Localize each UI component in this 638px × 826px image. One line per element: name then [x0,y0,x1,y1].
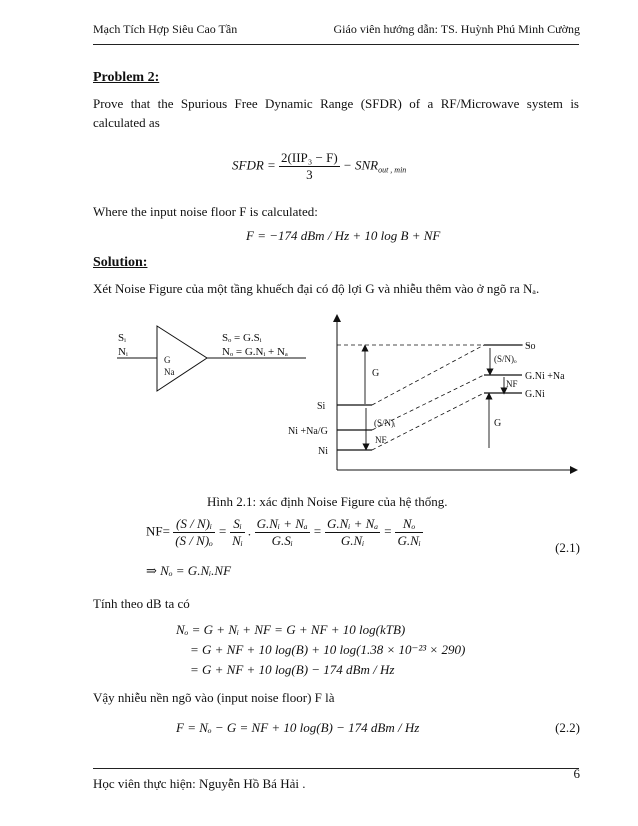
problem-statement: Prove that the Spurious Free Dynamic Range (SFDR) of a RF/Microwave system is calculated as [93,96,579,130]
block-no: Nₒ = G.Nᵢ + Nₐ [222,346,288,358]
amplifier-block [117,326,306,391]
eq21-number: (2.1) [555,540,580,555]
eq21-f2-num: Sᵢ [230,516,245,533]
eq21-f1-num: (S / N)ᵢ [173,516,215,533]
footer-left: Học viên thực hiện: Nguyễn Hồ Bá Hải . [93,776,306,791]
vay-text: Vậy nhiễu nền ngõ vào (input noise floor) F là [93,690,335,705]
chart-so: So [525,341,536,352]
db-line-1: Nₒ = G + Nᵢ + NF = G + NF + 10 log(kTB) [176,622,406,637]
chart-si: Si [317,401,326,412]
eq21-frac2 [230,516,245,549]
chart-nf-right: NF [506,379,518,389]
sfdr-sub: out , min [378,165,407,175]
chart-sn-o: (S/N)ₒ [494,354,517,364]
eq22: F = Nₒ − G = NF + 10 log(B) − 174 dBm / Hz [176,720,420,735]
page-number: 6 [573,766,580,781]
header-right: Giáo viên hướng dẫn: TS. Huỳnh Phú Minh Cường [333,22,580,36]
db-line-2: = G + NF + 10 log(B) + 10 log(1.38 × 10⁻²³ × 290) [190,642,466,657]
solution-title: Solution: [93,255,148,270]
chart-sn-i: (S/N)ᵢ [374,418,396,428]
chart-nf-mid: NF [375,435,387,445]
eq21-frac3 [255,516,310,549]
block-ni: Nᵢ [118,346,128,358]
eq21-frac5 [395,516,422,549]
eq21-f4-den: G.Nᵢ [340,533,365,548]
eq21-f3-den: G.Sᵢ [271,533,293,548]
block-si: Sᵢ [118,332,126,344]
level-chart [288,318,574,470]
eq21-frac1 [173,516,215,549]
problem-title: Problem 2: [93,70,160,85]
block-na: Na [164,367,175,377]
chart-gni: G.Ni [525,389,545,400]
eq21-f1-den: (S / N)ₒ [175,533,213,548]
eq21-f4-num: G.Nᵢ + Nₐ [327,516,379,531]
header-left: Mạch Tích Hợp Siêu Cao Tần [93,22,238,36]
chart-gni-na: G.Ni +Na [525,371,565,382]
eq22-number: (2.2) [555,720,580,735]
chart-ni: Ni [318,446,328,457]
sfdr-denominator: 3 [306,167,313,182]
eq21-frac4 [325,516,380,549]
footer-rule [93,768,579,769]
db-line-3: = G + NF + 10 log(B) − 174 dBm / Hz [190,662,395,677]
chart-g-right: G [494,418,502,429]
eq21-f5-num: Nₒ [395,516,422,533]
figure-caption: Hình 2.1: xác định Noise Figure của hệ thống. [207,494,448,509]
chart-g-top: G [372,368,380,379]
chart-ni-na-g: Ni +Na/G [288,426,328,437]
eq21-nf: NF= [146,523,170,539]
eq21-f5-den: G.Nᵢ [397,533,421,548]
noise-floor-equation: F = −174 dBm / Hz + 10 log B + NF [246,228,441,243]
eq21-f3-num: G.Nᵢ + Nₐ [256,516,308,531]
solution-intro: Xét Noise Figure của một tầng khuếch đại có độ lợi G và nhiễu thêm vào ở ngõ ra Nₐ. [93,281,540,296]
eq21-f2-den: Nᵢ [232,533,243,548]
db-text: Tính theo dB ta có [93,596,190,611]
sfdr-tail: − SNR [342,157,379,173]
eq21: NF= $\frac{\text{(S / N)ᵢ}}{\text{(S / N)ₒ}}$ = $\frac{\text{Sᵢ}}{\text{Nᵢ}}$ . $\frac{\text{G.Nᵢ + Nₐ}}{\text{G.Sᵢ}}$ = $\frac{\text{G.Nᵢ + Nₐ}}{\text{G.Nᵢ}}$ = $\frac{\text{Nₒ}}{\text{G.Nᵢ}}$ [146,516,421,548]
block-so: Sₒ = G.Sᵢ [222,332,262,344]
sfdr-numerator: 2(IIP₃ − F) [281,150,338,165]
eq21-implies: ⇒ Nₒ = G.Nᵢ.NF [146,563,232,578]
noise-floor-text: Where the input noise floor F is calculated: [93,204,318,219]
sfdr-lhs: SFDR = [232,157,276,173]
block-g: G [164,355,171,365]
